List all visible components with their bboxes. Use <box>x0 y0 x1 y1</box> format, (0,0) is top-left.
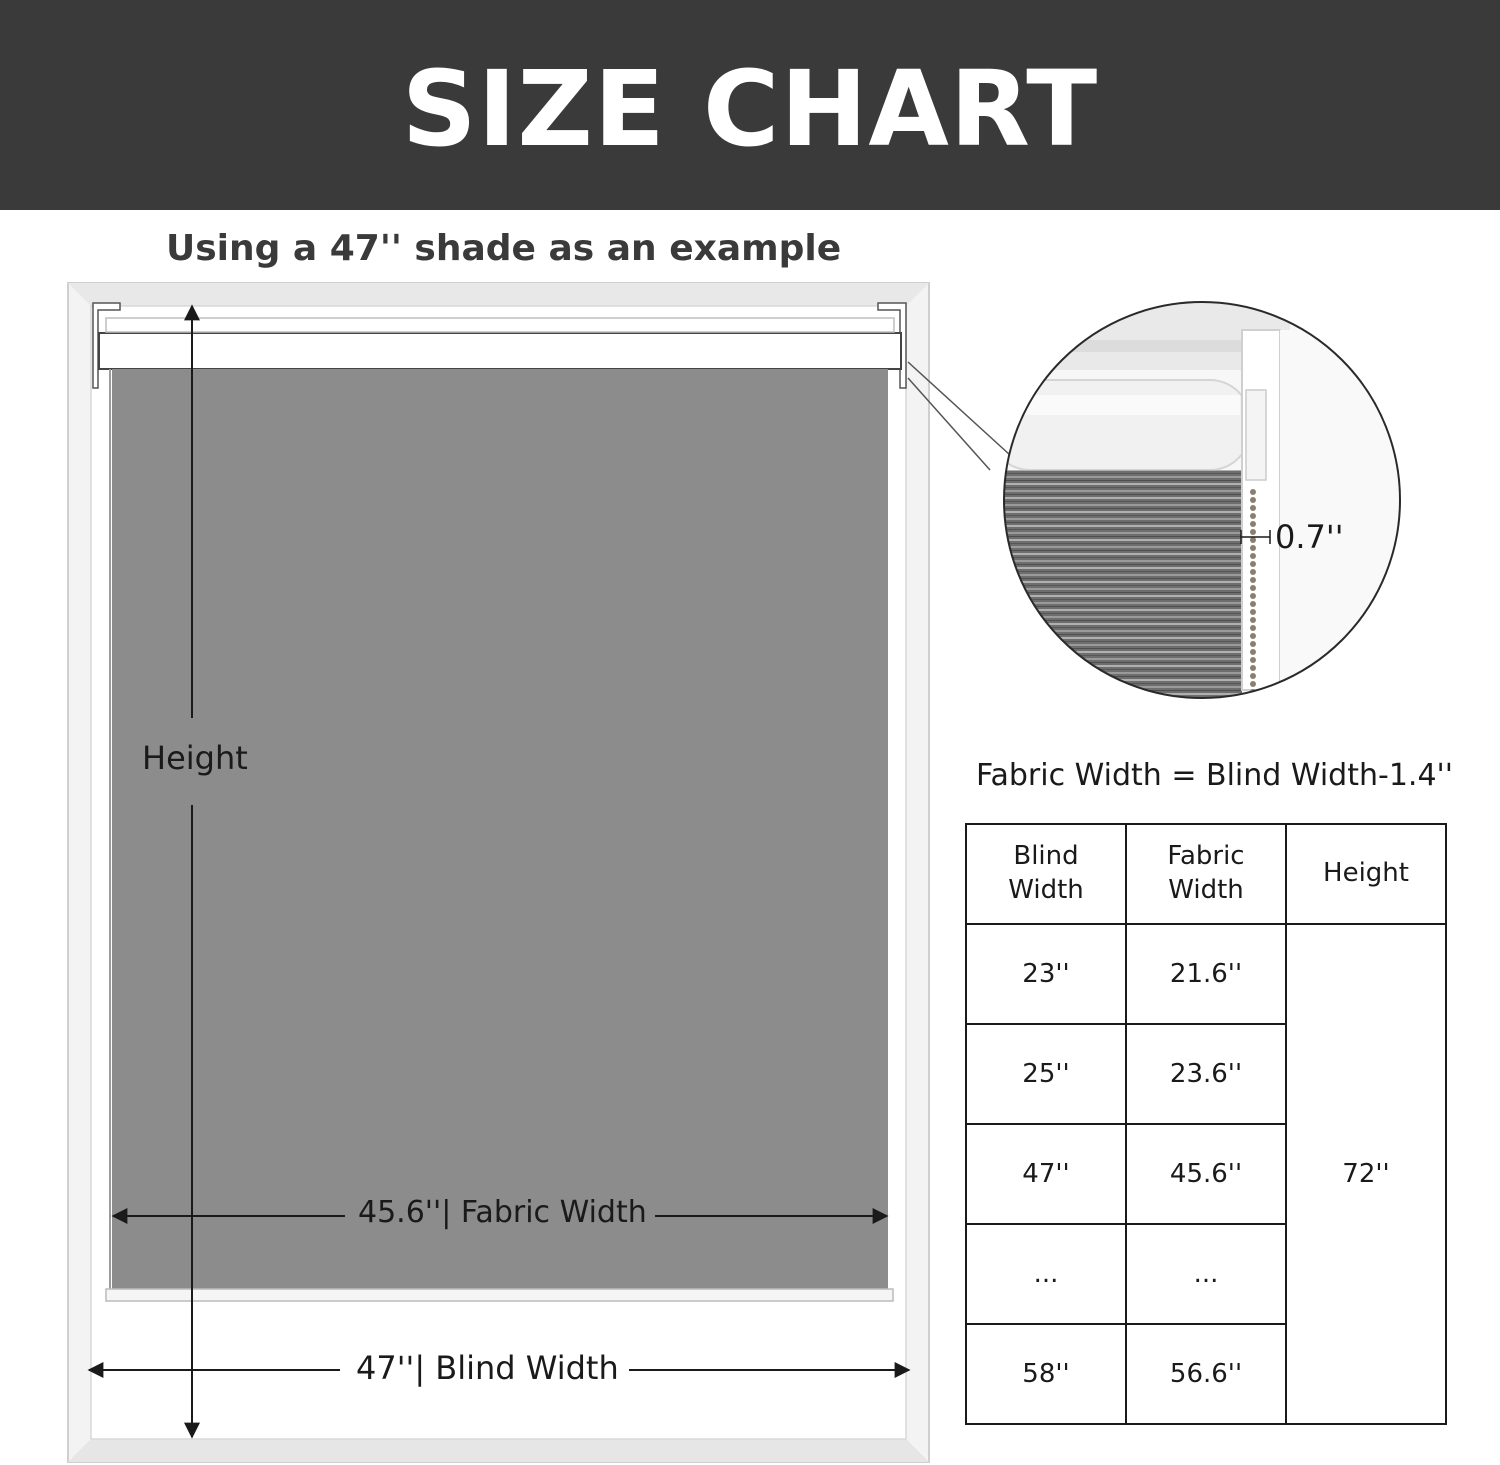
width-formula: Fabric Width = Blind Width-1.4'' <box>976 758 1454 793</box>
shade-fabric <box>112 369 888 1289</box>
page-title: SIZE CHART <box>401 48 1099 170</box>
fabric-texture <box>990 470 1242 710</box>
blind-width-cell: 47'' <box>966 1124 1126 1224</box>
fabric-width-cell: 56.6'' <box>1126 1324 1286 1424</box>
table-header-row <box>966 824 1446 924</box>
fabric-width-label: 45.6''| Fabric Width <box>350 1196 655 1230</box>
blind-width-cell: ... <box>966 1224 1126 1324</box>
fabric-width-cell: 23.6'' <box>1126 1024 1286 1124</box>
zoom-dimension-label: 0.7'' <box>1275 518 1344 556</box>
roller-tube <box>99 333 901 369</box>
blind-width-cell: 23'' <box>966 924 1126 1024</box>
header-blind-width: Blind Width <box>966 824 1126 924</box>
fabric-width-cell: 21.6'' <box>1126 924 1286 1024</box>
subtitle: Using a 47'' shade as an example <box>166 228 842 269</box>
blind-width-label: 47''| Blind Width <box>346 1350 629 1386</box>
table-row <box>966 924 1446 1024</box>
zoom-detail <box>990 300 1410 710</box>
height-label: Height <box>138 738 252 778</box>
height-cell: 72'' <box>1286 924 1446 1424</box>
header-fabric-width: Fabric Width <box>1126 824 1286 924</box>
size-table <box>965 823 1447 1425</box>
fabric-width-cell: 45.6'' <box>1126 1124 1286 1224</box>
blind-width-cell: 58'' <box>966 1324 1126 1424</box>
fabric-width-cell: ... <box>1126 1224 1286 1324</box>
bottom-rail <box>106 1289 893 1301</box>
blind-width-cell: 25'' <box>966 1024 1126 1124</box>
header-height: Height <box>1286 824 1446 924</box>
